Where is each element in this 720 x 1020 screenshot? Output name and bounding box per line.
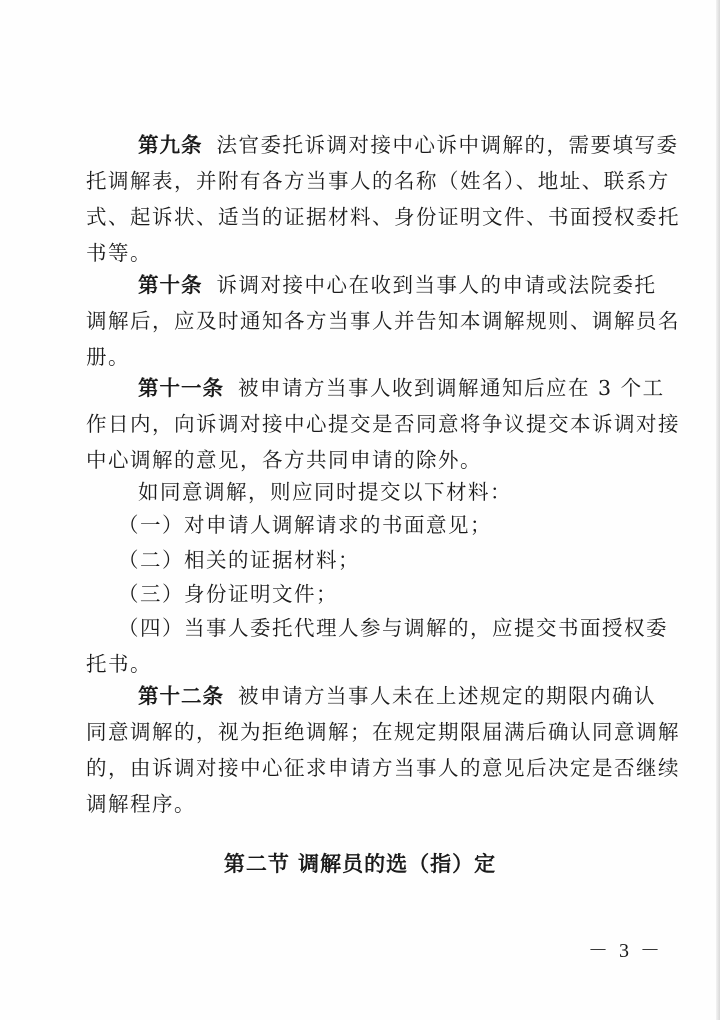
article-11-label: 第十一条: [138, 376, 224, 400]
article-10-line-3: 册。: [86, 345, 130, 369]
article-9: [86, 127, 680, 271]
article-11: [86, 370, 680, 478]
article-11-line-2: 作日内，向诉调对接中心提交是否同意将争议提交本诉调对接: [86, 412, 680, 436]
article-10-line-2: 调解后，应及时通知各方当事人并告知本调解规则、调解员名: [86, 309, 680, 333]
article-11-item-4: [86, 610, 666, 682]
article-12-line-3: 的，由诉调对接中心征求申请方当事人的意见后决定是否继续: [86, 756, 680, 780]
article-9-line-1: 法官委托诉调对接中心诉中调解的，需要填写委: [216, 133, 679, 157]
article-11-item-2: （二）相关的证据材料；: [118, 548, 360, 572]
article-9-line-4: 书等。: [86, 241, 152, 265]
article-9-line-2: 托调解表，并附有各方当事人的名称（姓名）、地址、联系方: [86, 169, 670, 193]
section-heading: 第二节 调解员的选（指）定: [223, 852, 497, 876]
article-10: [86, 267, 680, 375]
article-11-line-3: 中心调解的意见，各方共同申请的除外。: [86, 448, 482, 472]
page-number: － 3 －: [588, 940, 663, 962]
article-10-line-1: 诉调对接中心在收到当事人的申请或法院委托: [216, 273, 657, 297]
article-12-line-4: 调解程序。: [86, 792, 196, 816]
article-10-label: 第十条: [138, 273, 203, 297]
article-12-label: 第十二条: [138, 684, 224, 708]
article-11-line-1: 被申请方当事人收到调解通知后应在 3 个工: [238, 376, 665, 400]
article-12-line-2: 同意调解的，视为拒绝调解；在规定期限届满后确认同意调解: [86, 720, 680, 744]
article-12-line-1: 被申请方当事人未在上述规定的期限内确认: [238, 684, 656, 708]
article-11-item-4-line-1: （四）当事人委托代理人参与调解的，应提交书面授权委: [118, 616, 668, 640]
article-11-intro: 如同意调解，则应同时提交以下材料：: [138, 480, 512, 504]
article-9-line-3: 式、起诉状、适当的证据材料、身份证明文件、书面授权委托: [86, 205, 680, 229]
article-9-label: 第九条: [138, 133, 203, 157]
article-12: [86, 678, 680, 822]
article-11-item-3: （三）身份证明文件；: [118, 582, 338, 606]
article-11-item-4-line-2: 托书。: [86, 652, 152, 676]
article-11-item-1: （一）对申请人调解请求的书面意见；: [118, 513, 492, 537]
